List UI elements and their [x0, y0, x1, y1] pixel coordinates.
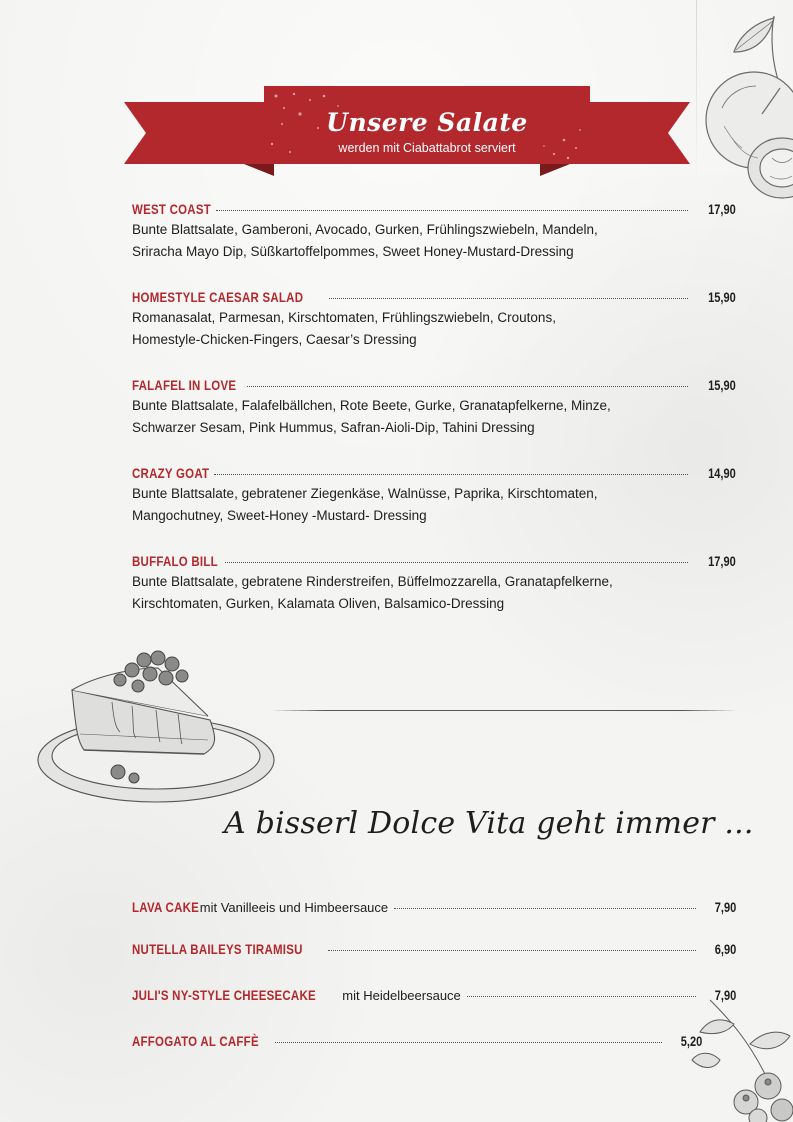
item-price: 6,90 — [714, 942, 736, 957]
item-name: LAVA CAKE — [132, 899, 200, 915]
item-price: 17,90 — [708, 202, 736, 217]
dessert-heading: A bisserl Dolce Vita geht immer ... — [224, 806, 754, 841]
menu-item — [132, 987, 736, 1003]
item-note: mit Heidelbeersauce — [342, 988, 461, 1003]
item-name: CRAZY GOAT — [132, 465, 210, 481]
dot-leader — [225, 561, 689, 563]
item-name: JULI'S NY-STYLE CHEESECAKE — [132, 987, 316, 1003]
menu-item — [132, 377, 736, 439]
dot-leader — [247, 385, 688, 387]
item-price: 15,90 — [708, 378, 736, 393]
item-name: AFFOGATO AL CAFFÈ — [132, 1033, 259, 1049]
item-name: WEST COAST — [132, 201, 212, 217]
item-price: 7,90 — [714, 900, 736, 915]
section-divider — [270, 710, 738, 711]
menu-item — [132, 289, 736, 351]
blueberry-illustration-icon — [690, 980, 793, 1122]
salads-title: Unsere Salate — [326, 108, 528, 137]
menu-item — [132, 201, 736, 263]
dot-leader — [214, 473, 688, 475]
description-line: Bunte Blattsalate, gebratene Rinderstreifen, Büffelmozzarella, Granatapfelkerne, — [132, 574, 613, 589]
item-name: HOMESTYLE CAESAR SALAD — [132, 289, 304, 305]
item-description — [132, 483, 736, 527]
dot-leader — [329, 297, 688, 299]
item-note: mit Vanilleeis und Himbeersauce — [199, 900, 389, 915]
description-line: Sriracha Mayo Dip, Süßkartoffelpommes, Sweet Honey-Mustard-Dressing — [132, 244, 574, 259]
description-line: Homestyle-Chicken-Fingers, Caesar’s Dressing — [132, 332, 417, 347]
item-description — [132, 307, 736, 351]
item-price: 7,90 — [714, 988, 736, 1003]
item-price: 14,90 — [708, 466, 736, 481]
menu-item — [132, 1033, 702, 1049]
menu-item — [132, 465, 736, 527]
item-description — [132, 571, 736, 615]
item-name: NUTELLA BAILEYS TIRAMISU — [132, 941, 303, 957]
cheesecake-illustration-icon — [32, 642, 278, 812]
description-line: Bunte Blattsalate, Falafelbällchen, Rote Beete, Gurke, Granatapfelkerne, Minze, — [132, 398, 611, 413]
description-line: Bunte Blattsalate, gebratener Ziegenkäse, Walnüsse, Paprika, Kirschtomaten, — [132, 486, 598, 501]
dot-leader — [328, 949, 696, 951]
item-name: BUFFALO BILL — [132, 553, 218, 569]
dot-leader — [394, 907, 696, 909]
description-line: Romanasalat, Parmesan, Kirschtomaten, Frühlingszwiebeln, Croutons, — [132, 310, 556, 325]
menu-item — [132, 941, 736, 957]
description-line: Schwarzer Sesam, Pink Hummus, Safran-Aioli-Dip, Tahini Dressing — [132, 420, 535, 435]
item-price: 5,20 — [680, 1034, 702, 1049]
description-line: Kirschtomaten, Gurken, Kalamata Oliven, Balsamico-Dressing — [132, 596, 505, 611]
item-description — [132, 395, 736, 439]
item-name: FALAFEL IN LOVE — [132, 377, 237, 393]
item-price: 17,90 — [708, 554, 736, 569]
salads-subtitle: werden mit Ciabattabrot serviert — [338, 141, 516, 155]
description-line: Bunte Blattsalate, Gamberoni, Avocado, Gurken, Frühlingszwiebeln, Mandeln, — [132, 222, 598, 237]
menu-item — [132, 553, 736, 615]
dot-leader — [275, 1041, 662, 1043]
item-price: 15,90 — [708, 290, 736, 305]
description-line: Mangochutney, Sweet-Honey -Mustard- Dressing — [132, 508, 427, 523]
menu-item — [132, 899, 736, 915]
salads-ribbon — [124, 84, 690, 176]
dot-leader — [216, 209, 688, 211]
item-description — [132, 219, 736, 263]
dot-leader — [467, 995, 696, 997]
